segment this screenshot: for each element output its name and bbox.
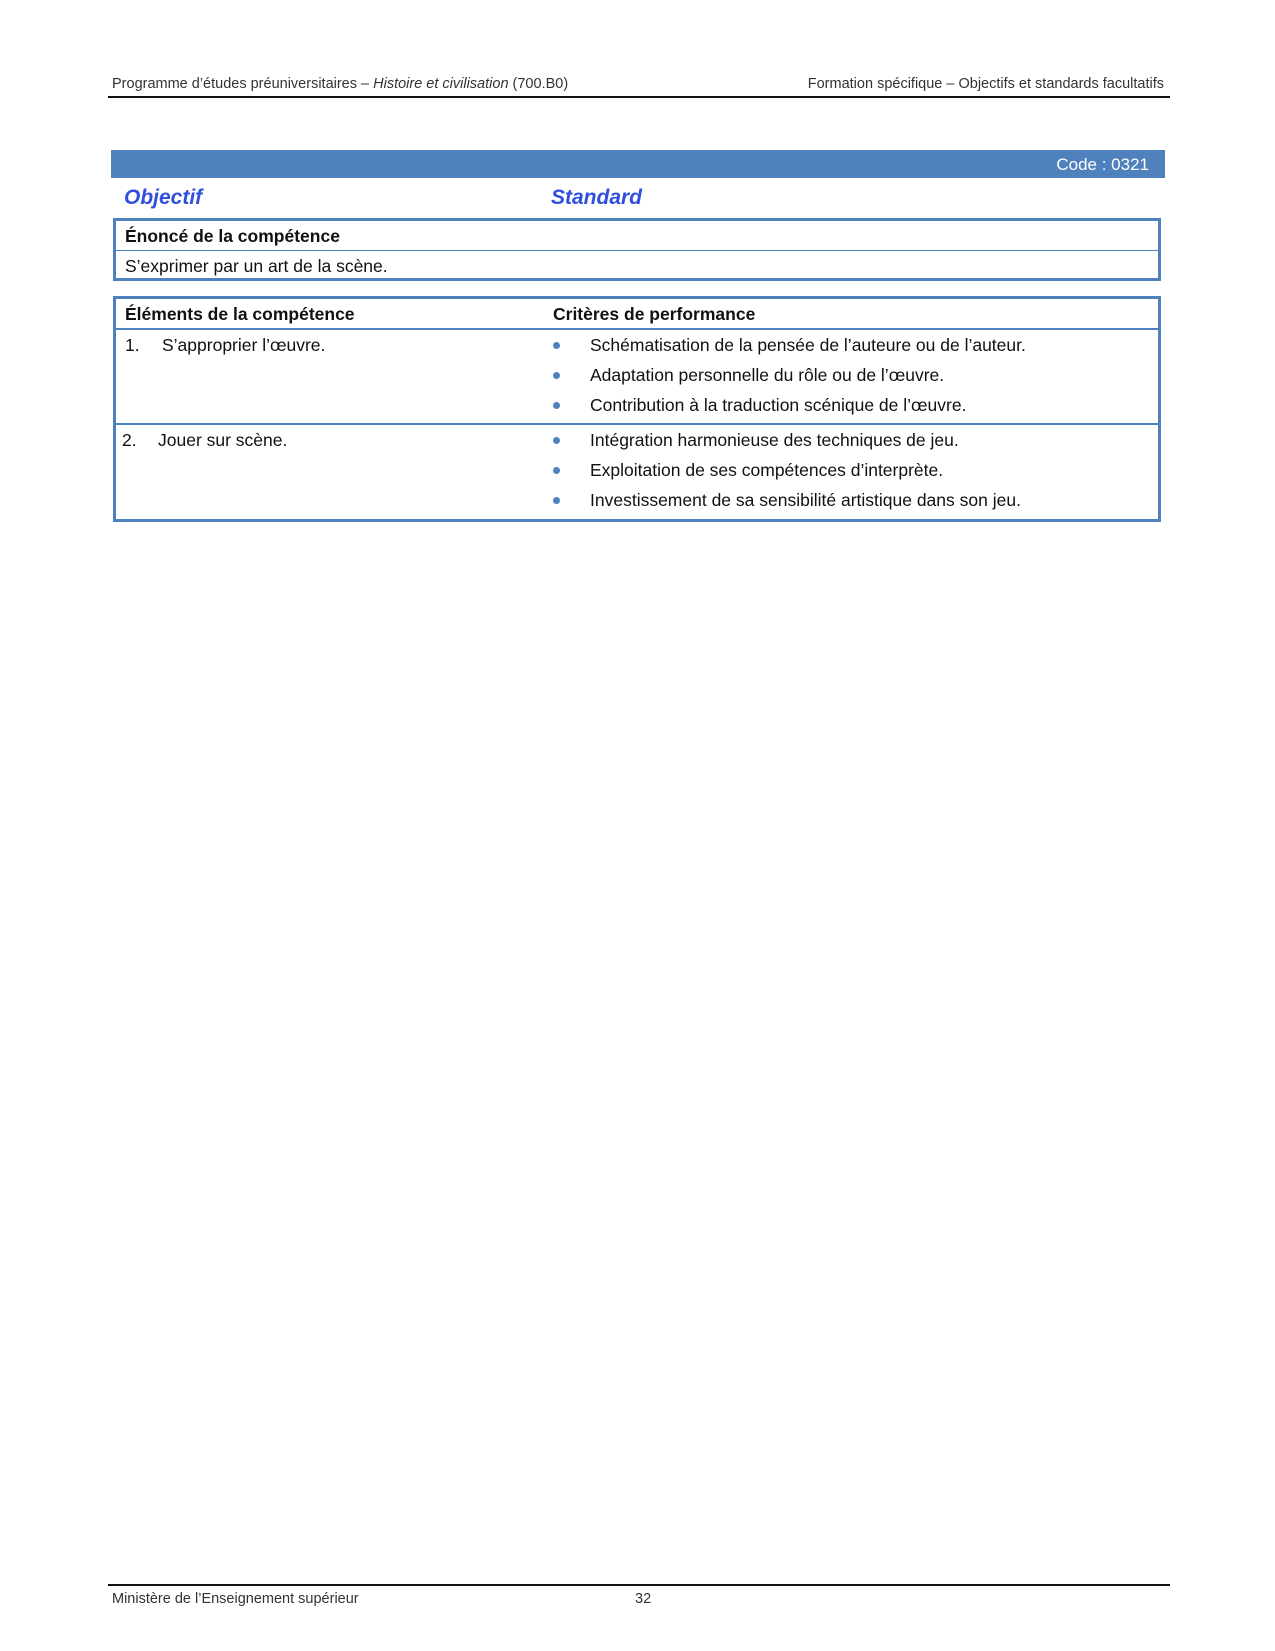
criterion-text: Investissement de sa sensibilité artistique dans son jeu. <box>590 490 1021 510</box>
header-program <box>112 76 568 92</box>
enonce-text: S’exprimer par un art de la scène. <box>125 256 388 276</box>
element-number: 2. <box>122 430 137 450</box>
list-item <box>553 330 1153 360</box>
elements-table-header <box>116 299 1158 330</box>
header-section: Formation spécifique – Objectifs et standards facultatifs <box>807 76 1164 92</box>
element-number: 1. <box>125 335 140 355</box>
criterion-text: Schématisation de la pensée de l’auteure ou de l’auteur. <box>590 335 1026 355</box>
bullet-icon <box>553 437 560 444</box>
competency-code: Code : 0321 <box>1056 155 1149 174</box>
standard-heading: Standard <box>551 186 643 209</box>
list-item <box>553 360 1153 390</box>
enonce-box <box>113 218 1161 281</box>
criteria-list <box>553 330 1153 420</box>
page-number: 32 <box>635 1591 652 1607</box>
enonce-title-row <box>116 221 1158 251</box>
bullet-icon <box>553 467 560 474</box>
list-item <box>553 455 1153 485</box>
elements-header: Éléments de la compétence <box>125 304 355 324</box>
list-item <box>553 425 1153 455</box>
table-row <box>116 330 1158 425</box>
criteria-header: Critères de performance <box>553 304 756 324</box>
bullet-icon <box>553 372 560 379</box>
enonce-title: Énoncé de la compétence <box>125 226 340 246</box>
objective-standard-row <box>111 184 1165 214</box>
bullet-icon <box>553 342 560 349</box>
criterion-text: Intégration harmonieuse des techniques de jeu. <box>590 430 959 450</box>
criterion-text: Adaptation personnelle du rôle ou de l’œuvre. <box>590 365 945 385</box>
code-bar <box>111 150 1165 178</box>
page-header <box>108 74 1170 98</box>
element-text: S’approprier l’œuvre. <box>162 335 326 355</box>
bullet-icon <box>553 402 560 409</box>
header-program-code: (700.B0) <box>508 76 569 92</box>
table-row <box>116 425 1158 519</box>
criteria-list <box>553 425 1153 515</box>
footer-ministry: Ministère de l’Enseignement supérieur <box>112 1591 359 1607</box>
criterion-text: Contribution à la traduction scénique de l’œuvre. <box>590 395 967 415</box>
objectif-heading: Objectif <box>124 186 203 209</box>
header-program-title: Histoire et civilisation <box>373 76 509 92</box>
list-item <box>553 390 1153 420</box>
bullet-icon <box>553 497 560 504</box>
element-text: Jouer sur scène. <box>158 430 288 450</box>
criterion-text: Exploitation de ses compétences d’interprète. <box>590 460 944 480</box>
elements-table <box>113 296 1161 522</box>
page-footer <box>108 1584 1170 1610</box>
list-item <box>553 485 1153 515</box>
header-program-prefix: Programme d’études préuniversitaires – <box>112 76 374 92</box>
